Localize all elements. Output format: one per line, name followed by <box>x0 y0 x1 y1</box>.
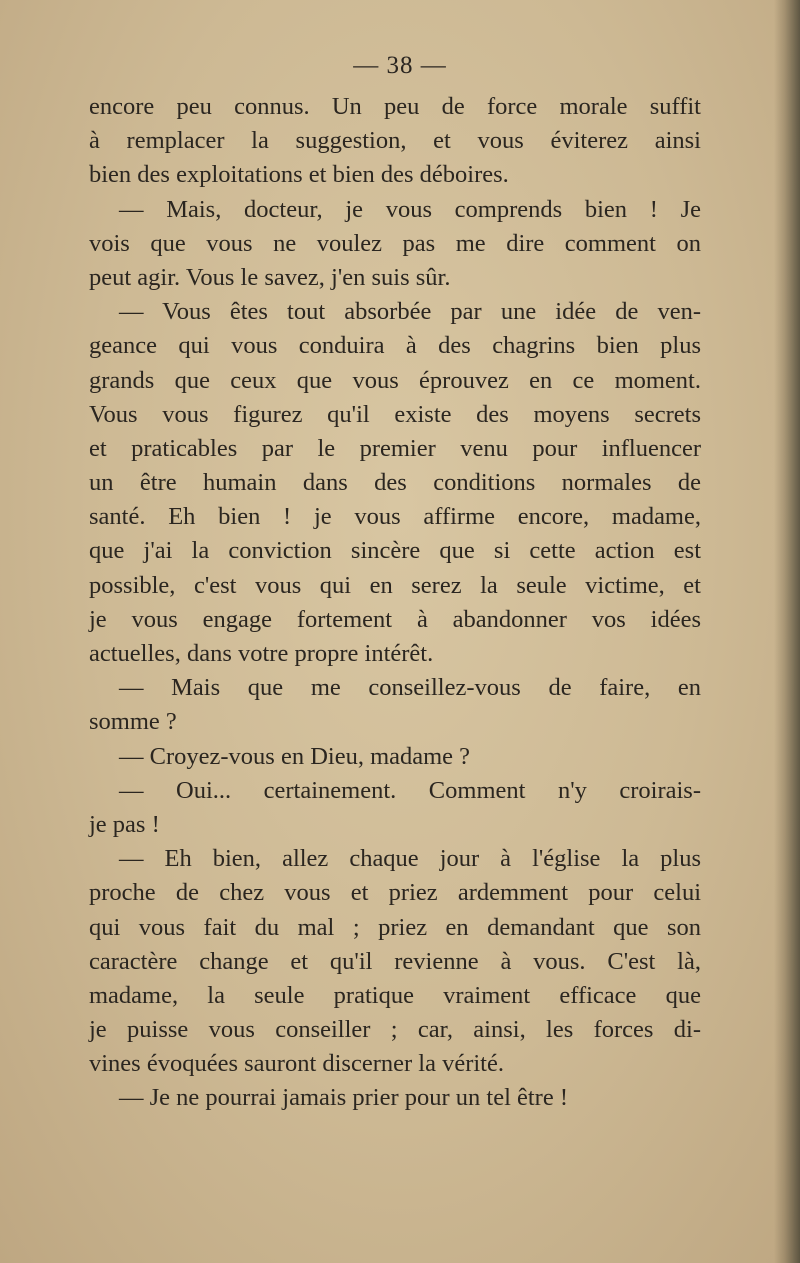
text-line: que j'ai la conviction sincère que si cette action est <box>89 537 701 565</box>
text-line: geance qui vous conduira à des chagrins bien plus <box>89 332 701 360</box>
text-line: — Je ne pourrai jamais prier pour un tel être ! <box>119 1084 569 1112</box>
text-line: Vous vous figurez qu'il existe des moyens secrets <box>89 400 701 428</box>
text-line: je puisse vous conseiller ; car, ainsi, les forces di- <box>89 1016 701 1044</box>
text-line: actuelles, dans votre propre intérêt. <box>89 640 434 667</box>
text-line: encore peu connus. Un peu de force morale suffit <box>89 93 701 120</box>
text-line: — Oui... certainement. Comment n'y croirais- <box>119 776 701 804</box>
text-line: bien des exploitations et bien des déboires. <box>89 161 509 189</box>
text-line: je pas ! <box>89 810 160 838</box>
text-line: somme ? <box>89 708 177 736</box>
text-line: peut agir. Vous le savez, j'en suis sûr. <box>89 263 451 291</box>
text-line: à remplacer la suggestion, et vous éviterez ainsi <box>89 127 701 155</box>
text-line: caractère change et qu'il revienne à vous. C'est là, <box>89 947 701 975</box>
text-line: proche de chez vous et priez ardemment pour celui <box>89 879 701 907</box>
text-line: je vous engage fortement à abandonner vos idées <box>89 605 701 633</box>
text-line: qui vous fait du mal ; priez en demandant que son <box>89 913 701 941</box>
text-line: — Mais que me conseillez-vous de faire, en <box>119 674 701 702</box>
text-line: — Mais, docteur, je vous comprends bien ! Je <box>119 195 701 223</box>
text-line: madame, la seule pratique vraiment efficace que <box>89 981 701 1009</box>
page-number: — 38 — <box>353 52 447 79</box>
body-text <box>89 90 701 1116</box>
text-line: — Eh bien, allez chaque jour à l'église la plus <box>119 845 701 873</box>
text-line: — Vous êtes tout absorbée par une idée de ven- <box>119 298 701 326</box>
text-line: un être humain dans des conditions normales de <box>89 469 701 497</box>
text-line: et praticables par le premier venu pour influencer <box>89 434 701 462</box>
text-line: possible, c'est vous qui en serez la seule victime, et <box>89 571 701 599</box>
text-line: vines évoquées sauront discerner la vérité. <box>89 1050 504 1078</box>
text-line: — Croyez-vous en Dieu, madame ? <box>119 742 471 770</box>
text-line: santé. Eh bien ! je vous affirme encore, madame, <box>89 503 701 531</box>
text-line: vois que vous ne voulez pas me dire comment on <box>89 229 701 257</box>
text-line: grands que ceux que vous éprouvez en ce moment. <box>89 366 701 394</box>
